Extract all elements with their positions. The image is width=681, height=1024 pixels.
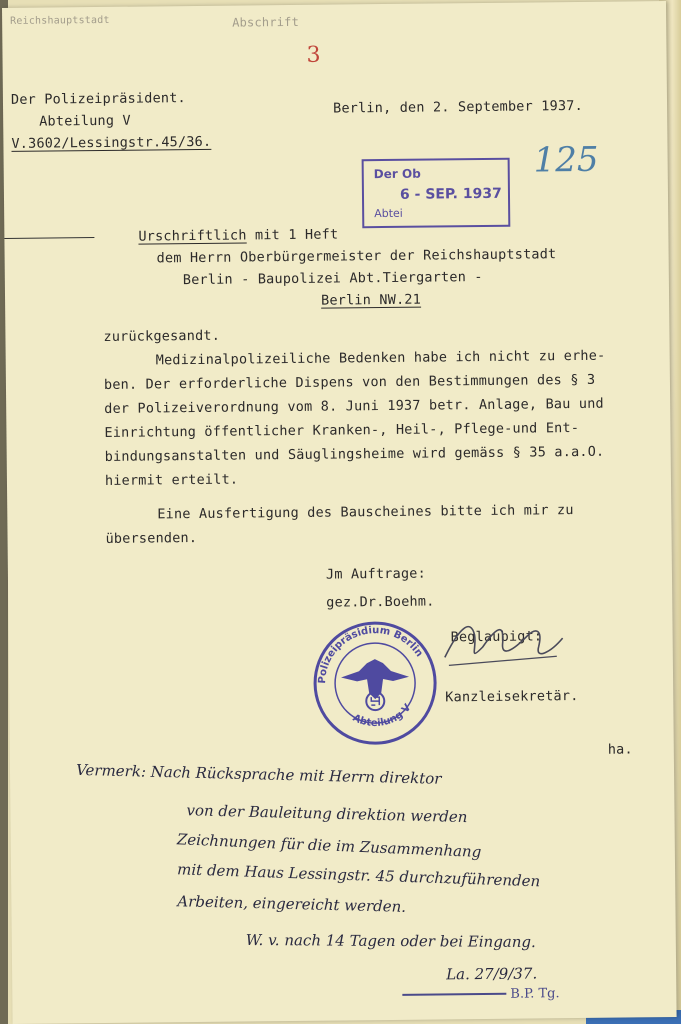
body-line: hiermit erteilt. [104,471,239,489]
letter-page [2,1,677,1024]
body-line: zurückgesandt. [103,327,221,345]
stamp-line3: Abtei [374,206,403,221]
svg-text:Abteilung V: Abteilung V [350,702,414,730]
addressee-line4: Berlin NW.21 [320,291,422,309]
note-date: La. 27/9/37. [446,964,538,984]
stamp-line1: Der Ob [373,166,421,182]
blue-file-number: 125 [533,139,599,181]
clerk-title: Kanzleisekretär. [445,688,579,706]
body-line: bindungsanstalten und Säuglingsheime wird gemäss § 35 a.a.O. [104,443,605,465]
stamp-date: 6 - SEP. 1937 [399,185,502,203]
addressee-heft: mit 1 Heft [246,226,339,244]
sender-name: Der Polizeipräsident. [10,90,186,108]
body-line: Eine Ausfertigung des Bauscheines bitte ich mir zu [157,502,574,523]
certified-label: Beglaubigt: [450,628,543,646]
addressee-line1 [138,226,338,244]
fold-rule [4,237,94,239]
faint-header-left: Reichshauptstadt [10,14,110,27]
sender-reference: V.3602/Lessingstr.45/36. [11,133,212,152]
stamp-rule [402,993,506,996]
body-line: übersenden. [105,529,198,547]
red-page-number: 3 [306,42,321,68]
note-line: von der Bauleitung direktion werden [186,801,468,827]
addressee-line3: Berlin - Baupolizei Abt.Tiergarten - [182,268,483,289]
received-stamp [362,158,511,229]
signed-by: gez.Dr.Boehm. [326,593,435,611]
body-line: ben. Der erforderliche Dispens von den Bestimmungen des § 3 [103,371,596,393]
addressee-line2: dem Herrn Oberbürgermeister der Reichshauptstadt [156,246,557,267]
note-office-stamp: B.P. Tg. [510,986,560,1002]
note-line: Vermerk: Nach Rücksprache mit Herrn direktor [75,760,442,788]
place-date: Berlin, den 2. September 1937. [332,97,583,117]
body-line: Einrichtung öffentlicher Kranken-, Heil-, Pflege-und Ent- [104,419,580,441]
body-line: der Polizeiverordnung vom 8. Juni 1937 betr. Anlage, Bau und [104,395,604,417]
typist-initials: ha. [607,741,633,758]
faint-header-text: Abschrift [232,14,300,30]
note-line: mit dem Haus Lessingstr. 45 durchzuführenden [176,860,541,891]
handwritten-signature [438,608,569,679]
note-line: Arbeiten, eingereicht werden. [177,892,407,916]
note-line: Zeichnungen für die im Zusammenhang [176,830,482,861]
svg-text:Polizeipräsidium Berlin: Polizeipräsidium Berlin [316,625,425,684]
addressee-urschriftlich: Urschriftlich [138,227,247,245]
on-behalf-label: Jm Auftrage: [325,565,426,583]
police-seal [310,618,439,747]
body-line: Medizinalpolizeiliche Bedenken habe ich nicht zu erhe- [155,347,606,369]
note-line: W. v. nach 14 Tagen oder bei Eingang. [245,930,536,951]
sender-department: Abteilung V [39,112,131,130]
